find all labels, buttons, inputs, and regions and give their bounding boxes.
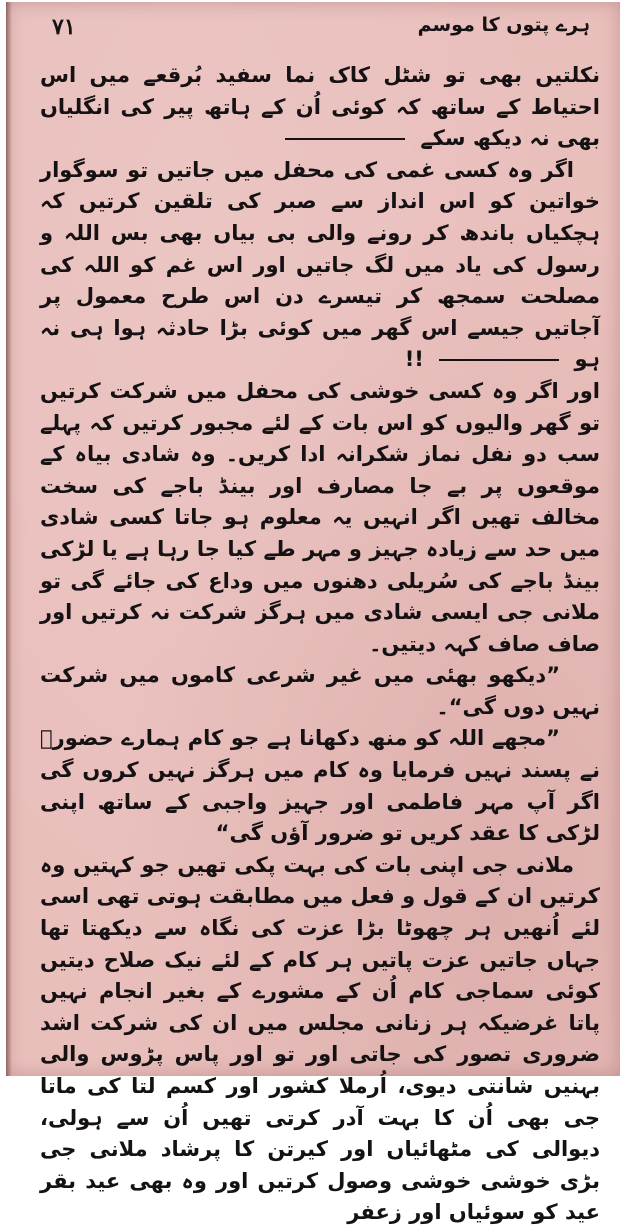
paragraph xyxy=(40,60,600,155)
paragraph-text: نکلتیں بھی تو شٹل کاک نما سفید بُرقعے میں اس احتیاط کے ساتھ کہ کوئی اُن کے ہاتھ پیر کی انگلیاں بھی نہ دیکھ سکے xyxy=(40,63,600,151)
quotation-text: ”دیکھو بھئی میں غیر شرعی کاموں میں شرکت نہیں دوں گی“۔ xyxy=(40,663,600,719)
paragraph-text: ملانی جی اپنی بات کی بہت پکی تھیں جو کہتیں وہ کرتیں ان کے قول و فعل میں مطابقت ہوتی تھی اسی لئے اُنھیں ہر چھوٹا بڑا عزت کی نگاہ سے دیکھتا تھا جہاں جاتیں عزت پاتیں ہر کام کے لئے نیک صلاح دیتیں کوئی سماجی کام اُن کے مشورے کے بغیر انجام نہیں پاتا غرضیکہ ہر زنانی مجلس میں ان کی شرکت اشد ضروری تصور کی جاتی اور تو اور پاس پڑوس والی بہنیں شانتی دیوی، اُرملا کشور اور کسم لتا کی ماتا جی بھی اُن کا بہت آدر کرتی تھیں اُن سے ہولی، دیوالی کی مٹھائیاں اور کیرتن کا پرشاد ملانی جی بڑی خوشی خوشی وصول کرتیں اور وہ بھی عید بقر عید کو سوئیاں اور زعفر xyxy=(40,852,600,1225)
dash-rule xyxy=(285,138,405,140)
quotation xyxy=(40,660,600,723)
quotation xyxy=(40,723,600,849)
paragraph xyxy=(40,850,600,1229)
page-header xyxy=(6,8,620,48)
running-title: ہرے پتوں کا موسم xyxy=(417,14,590,36)
paragraph xyxy=(40,376,600,660)
paragraph-trailing-mark: !! xyxy=(404,347,424,372)
page-number: ۷۱ xyxy=(52,14,76,40)
quotation-text: ”مجھے اللہ کو منھ دکھانا ہے جو کام ہمارے حضورؐ نے پسند نہیں فرمایا وہ کام میں ہرگز نہیں کروں گی اگر آپ مہر فاطمی اور جہیز واجبی کے ساتھ اپنی لڑکی کا عقد کریں تو ضرور آؤں گی“ xyxy=(40,726,600,846)
paragraph-text: اور اگر وہ کسی خوشی کی محفل میں شرکت کرتیں تو گھر والیوں کو اس بات کے لئے مجبور کرتیں کہ پہلے سب دو نفل نماز شکرانہ ادا کریں۔ وہ شادی بیاہ کے موقعوں پر بے جا مصارف اور بینڈ باجے کی سخت مخالف تھیں اگر انہیں یہ معلوم ہو جاتا کسی شادی میں حد سے زیادہ جہیز و مہر طے کیا جا رہا ہے یا لڑکی بینڈ باجے کی سُریلی دھنوں میں وداع کی جائے گی تو ملانی جی ایسی شادی میں ہرگز شرکت نہ کرتیں اور صاف صاف کہہ دیتیں۔ xyxy=(40,378,600,656)
dash-rule xyxy=(439,359,559,361)
page-body xyxy=(40,60,600,1229)
paragraph-text: اگر وہ کسی غمی کی محفل میں جاتیں تو سوگوار خواتین کو اس انداز سے صبر کی تلقین کرتیں کہ ہچکیاں باندھ کر رونے والی بی بیاں بھی بس اللہ و رسول کی یاد میں لگ جاتیں اور اس غم کو اللہ کی مصلحت سمجھ کر تیسرے دن اس طرح معمول پر آجاتیں جیسے اس گھر میں کوئی بڑا حادثہ ہوا ہی نہ ہو xyxy=(40,157,600,372)
book-page xyxy=(6,2,620,1225)
page-binding-shadow xyxy=(6,2,12,1076)
paragraph xyxy=(40,155,600,376)
